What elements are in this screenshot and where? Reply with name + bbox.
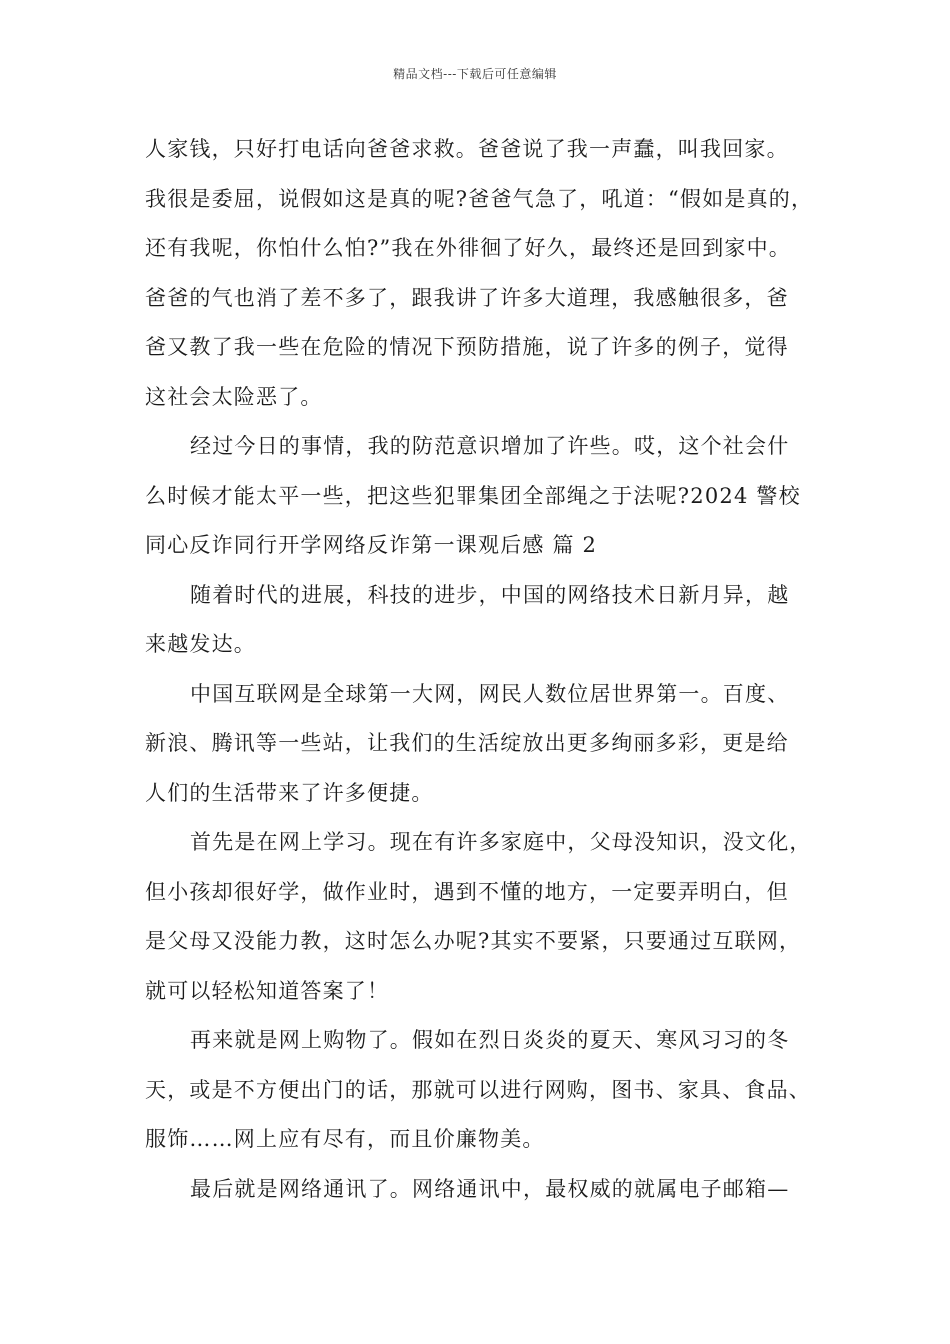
text-line: 么时候才能太平一些，把这些犯罪集团全部绳之于法呢?2024 警校 (145, 483, 801, 508)
page-header: 精品文档---下载后可任意编辑 (393, 67, 557, 81)
text-line: 还有我呢，你怕什么怕?”我在外徘徊了好久，最终还是回到家中。 (145, 236, 791, 260)
text-line: 人家钱，只好打电话向爸爸求救。爸爸说了我一声蠢，叫我回家。 (145, 137, 789, 161)
document-body (145, 125, 825, 1214)
paragraph-start-line: 随着时代的进展，科技的进步，中国的网络技术日新月异，越 (190, 582, 790, 607)
text-line: 是父母又没能力教，这时怎么办呢?其实不要紧，只要通过互联网， (145, 929, 802, 953)
text-line: 这社会太险恶了。 (145, 384, 323, 409)
text-line: 但小孩却很好学，做作业时，遇到不懂的地方，一定要弄明白，但 (145, 879, 789, 904)
text-line: 服饰……网上应有尽有，而且价廉物美。 (145, 1127, 545, 1151)
text-line: 来越发达。 (145, 632, 256, 656)
text-line: 爸爸的气也消了差不多了，跟我讲了许多大道理，我感触很多，爸 (145, 285, 789, 310)
text-line: 人们的生活带来了许多便捷。 (145, 780, 434, 805)
paragraph-start-line: 再来就是网上购物了。假如在烈日炎炎的夏天、寒风习习的冬 (190, 1028, 790, 1052)
paragraph-start-line: 最后就是网络通讯了。网络通讯中，最权威的就属电子邮箱— (190, 1176, 790, 1201)
text-line: 就可以轻松知道答案了！ (145, 978, 390, 1003)
text-line: 我很是委屈，说假如这是真的呢?爸爸气急了，吼道：“假如是真的， (145, 186, 814, 211)
text-line: 新浪、腾讯等一些站，让我们的生活绽放出更多绚丽多彩，更是给 (145, 731, 789, 755)
text-line: 同心反诈同行开学网络反诈第一课观后感 篇 2 (145, 533, 598, 557)
paragraph-start-line: 经过今日的事情，我的防范意识增加了许些。哎，这个社会什 (190, 434, 790, 458)
text-line: 爸又教了我一些在危险的情况下预防措施，说了许多的例子，觉得 (145, 335, 789, 359)
text-line: 天，或是不方便出门的话，那就可以进行网购，图书、家具、食品、 (145, 1077, 811, 1102)
paragraph-start-line: 中国互联网是全球第一大网，网民人数位居世界第一。百度、 (190, 681, 790, 706)
paragraph-start-line: 首先是在网上学习。现在有许多家庭中，父母没知识，没文化， (190, 830, 812, 854)
